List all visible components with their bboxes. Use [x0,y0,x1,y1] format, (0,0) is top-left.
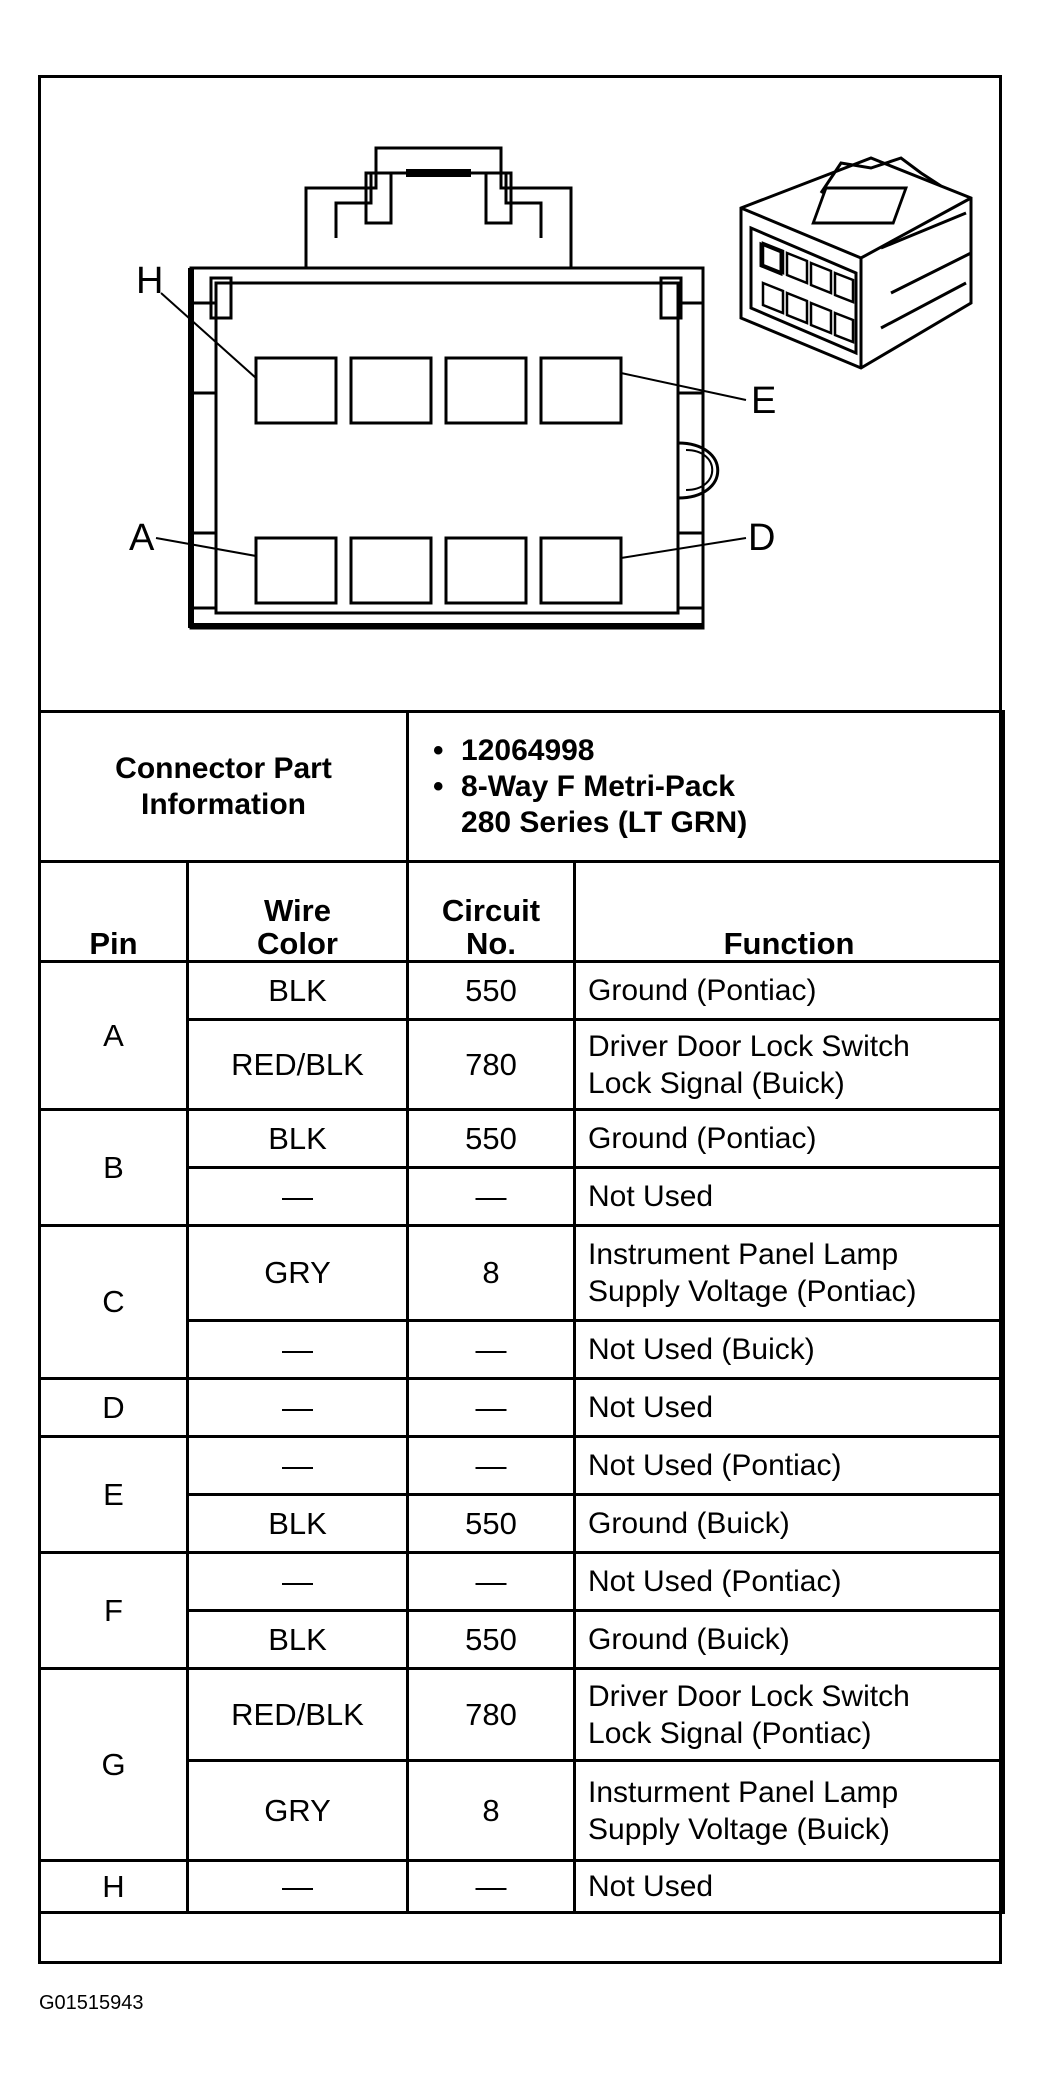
part-info-values [408,712,1004,862]
wire-color-cell: — [188,1861,408,1913]
wire-color-cell: BLK [188,1495,408,1553]
circuit-cell: — [408,1553,575,1611]
pin-cell: D [40,1379,188,1437]
circuit-cell: 8 [408,1761,575,1861]
pin-label-d: D [748,517,776,559]
wire-color-cell: BLK [188,1611,408,1669]
circuit-cell: — [408,1321,575,1379]
wire-color-cell: BLK [188,962,408,1020]
table-row [40,1861,1004,1913]
circuit-cell: 780 [408,1669,575,1761]
header-circuit-no: Circuit No. [408,862,575,962]
wire-color-cell: RED/BLK [188,1020,408,1110]
circuit-cell: 780 [408,1020,575,1110]
header-function: Function [575,862,1004,962]
function-cell: Driver Door Lock Switch Lock Signal (Buick) [575,1020,1004,1110]
wire-color-cell: GRY [188,1226,408,1321]
connector-diagram-panel [41,78,999,710]
function-cell: Not Used (Buick) [575,1321,1004,1379]
connector-diagram [41,78,999,710]
wire-color-cell: BLK [188,1110,408,1168]
wire-color-cell: — [188,1553,408,1611]
part-info-label: Connector Part Information [40,712,408,862]
table-row [40,1437,1004,1495]
circuit-cell: — [408,1168,575,1226]
circuit-cell: 550 [408,962,575,1020]
table-row [40,1379,1004,1437]
pin-cell: F [40,1553,188,1669]
table-row [40,1110,1004,1168]
circuit-cell: 550 [408,1495,575,1553]
table-row [40,1226,1004,1321]
connector-isometric-view [741,158,971,368]
column-header-row [40,862,1004,962]
pin-cell: C [40,1226,188,1379]
pin-label-a: A [129,517,155,559]
function-cell: Not Used [575,1379,1004,1437]
table-row [40,1553,1004,1611]
wire-color-cell: GRY [188,1761,408,1861]
pin-cell: B [40,1110,188,1226]
table-row [40,962,1004,1020]
figure-id: G01515943 [39,1992,144,2014]
pin-cell: H [40,1861,188,1913]
wire-color-cell: RED/BLK [188,1669,408,1761]
part-description: • 8-Way F Metri-Pack 280 Series (LT GRN) [433,769,748,839]
function-cell: Ground (Pontiac) [575,1110,1004,1168]
table-row [40,1669,1004,1761]
circuit-cell: — [408,1861,575,1913]
wire-color-cell: — [188,1321,408,1379]
part-number: • 12064998 [433,733,595,767]
function-cell: Not Used [575,1861,1004,1913]
pin-label-e: E [751,380,777,422]
circuit-cell: 550 [408,1611,575,1669]
pin-cell: G [40,1669,188,1861]
part-info-row [40,712,1004,862]
pin-label-h: H [136,260,164,302]
function-cell: Instrument Panel Lamp Supply Voltage (Pontiac) [575,1226,1004,1321]
function-cell: Not Used [575,1168,1004,1226]
circuit-cell: — [408,1379,575,1437]
pin-cavities [256,358,621,603]
wire-color-cell: — [188,1168,408,1226]
figure-frame [38,75,1002,1964]
pin-cell: E [40,1437,188,1553]
circuit-cell: 550 [408,1110,575,1168]
function-cell: Not Used (Pontiac) [575,1437,1004,1495]
pin-leader-lines [156,293,746,558]
function-cell: Ground (Pontiac) [575,962,1004,1020]
function-cell: Ground (Buick) [575,1495,1004,1553]
circuit-cell: 8 [408,1226,575,1321]
bullet: • [433,733,444,767]
connector-pin-table [38,710,1005,1914]
function-cell: Insturment Panel Lamp Supply Voltage (Buick) [575,1761,1004,1861]
header-wire-color: Wire Color [188,862,408,962]
wire-color-cell: — [188,1379,408,1437]
circuit-cell: — [408,1437,575,1495]
function-cell: Not Used (Pontiac) [575,1553,1004,1611]
header-pin: Pin [40,862,188,962]
wire-color-cell: — [188,1437,408,1495]
pin-cell: A [40,962,188,1110]
bullet: • [433,769,444,803]
function-cell: Driver Door Lock Switch Lock Signal (Pontiac) [575,1669,1004,1761]
function-cell: Ground (Buick) [575,1611,1004,1669]
